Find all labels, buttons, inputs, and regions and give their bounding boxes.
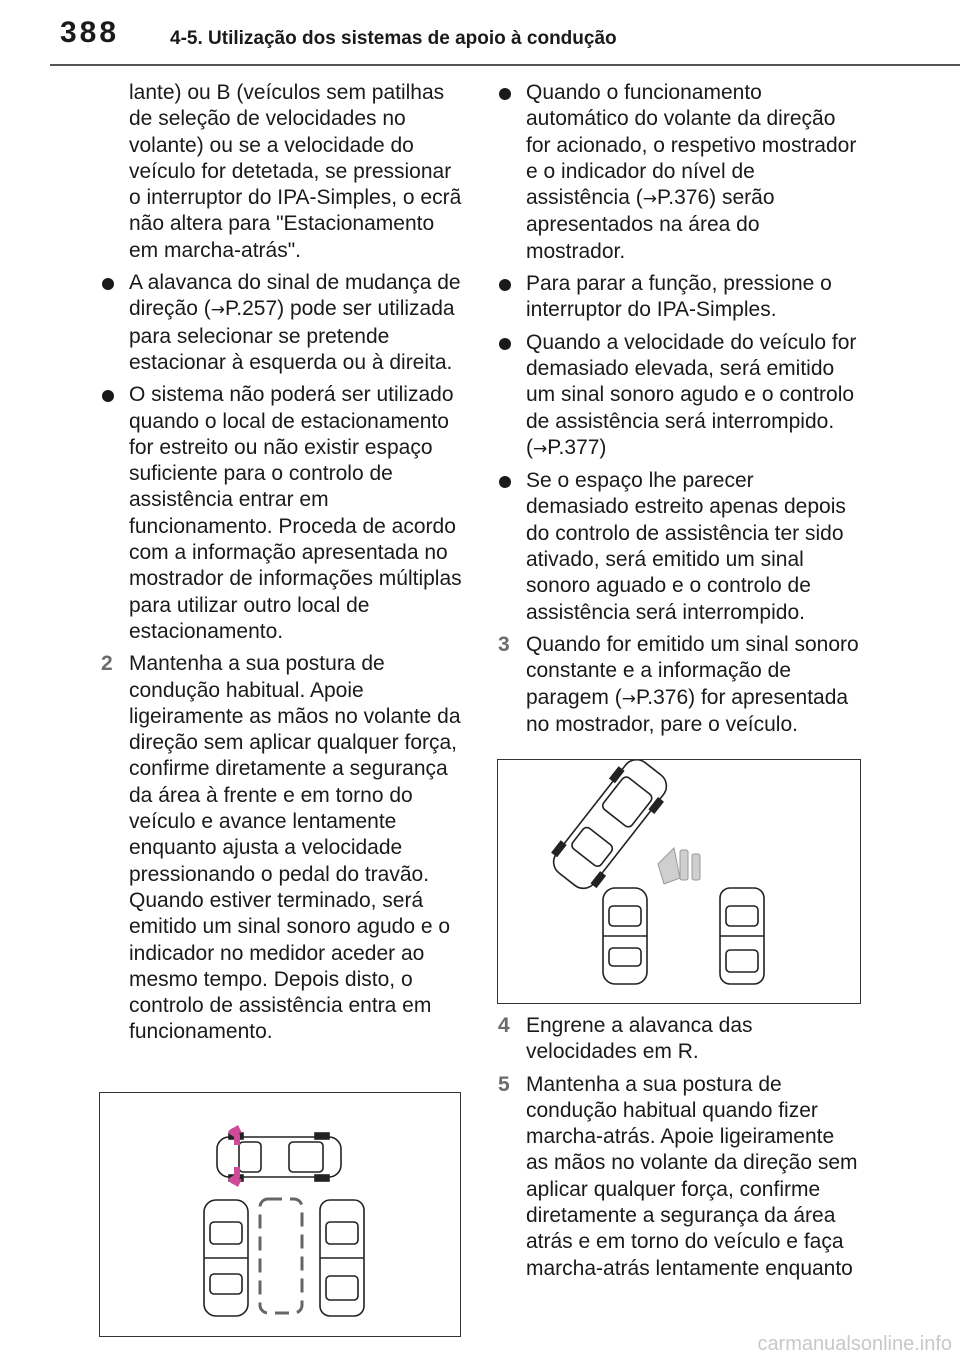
bullet-text: O sistema não poderá ser utilizado quando o local de estacionamento for estreito ou não existir espaço suficiente para o controlo de assistência entrar em funcionamento. Proceda de acordo com a informação apresentada no mostrador de informações múltiplas para utilizar outro local de estacionamento. (129, 383, 462, 643)
step-text: Quando for emitido um sinal sonoro constante e a informação de paragem ( (526, 632, 859, 709)
arrow-right-icon: → (533, 438, 548, 459)
page-number: 388 (60, 16, 120, 49)
step-text: Mantenha a sua postura de condução habitual. Apoie ligeiramente as mãos no volante da direção sem aplicar qualquer força, confirme diretamente a segurança da área à frente e em torno do veículo e avance lentamente enquanto ajusta a velocidade pressionando o pedal do travão. Quando estiver terminado, será emitido um sinal sonoro agudo e o indicador no medidor aceder ao mesmo tempo. Depois disto, o controlo de assistência entra em funcionamento. (129, 652, 461, 1044)
step-number: 4 (498, 1014, 510, 1037)
bullet-dot-icon (499, 476, 511, 488)
bullet-text: Quando o funcionamento automático do volante da direção for acionado, o respetivo mostrador e o indicador do nível de assistência ( (526, 81, 857, 210)
right-column (497, 80, 862, 744)
arrow-right-icon: → (621, 688, 636, 709)
figure-reverse-illustration (100, 1093, 462, 1338)
bullet-item (497, 271, 862, 324)
arrow-right-icon: → (642, 189, 657, 210)
bullet-text: A alavanca do sinal de mudança de direção ( (129, 271, 461, 321)
step-item-4 (497, 1013, 862, 1066)
bullet-dot-icon (499, 88, 511, 100)
page-reference[interactable]: →P.376 (621, 685, 689, 709)
arrow-right-icon: → (210, 300, 225, 321)
step-item-5 (497, 1072, 862, 1282)
bullet-dot-icon (499, 338, 511, 350)
bullet-item: Quando o funcionamento automático do volante da direção for acionado, o respetivo mostrador e o indicador do nível de assistência (→P.376) serão apresentados na área do mostrador. (497, 80, 862, 265)
left-column (100, 80, 465, 1052)
bullet-item (497, 468, 862, 626)
page-reference[interactable]: →P.376 (642, 186, 710, 210)
figure-forward-maneuver (497, 759, 861, 1004)
continuation-paragraph: lante) ou B (veículos sem patilhas de seleção de velocidades no volante) ou se a velocidade do veículo for detetada, se pressionar o interruptor do IPA-Simples, o ecrã não altera para "Estacionamento em marcha-atrás". (129, 81, 462, 262)
step-number: 5 (498, 1072, 510, 1096)
watermark: carmanualsonline.info (757, 1333, 952, 1355)
bullet-dot-icon (102, 278, 114, 290)
bullet-item (100, 382, 465, 645)
step-item-2 (100, 651, 465, 1045)
page-header (0, 0, 960, 68)
bullet-item: Quando a velocidade do veículo for demasiado elevada, será emitido um sinal sonoro agudo e o controlo de assistência será interrompido. (→P.377) (497, 330, 862, 462)
step-item-3: 3 Quando for emitido um sinal sonoro constante e a informação de paragem (→P.376) for apresentada no mostrador, pare o veículo. (498, 632, 859, 736)
step-number: 3 (498, 632, 510, 656)
bullet-text: Quando a velocidade do veículo for demasiado elevada, será emitido um sinal sonoro agudo e o controlo de assistência será interrompido. ( (526, 330, 857, 459)
page-reference[interactable]: →P.257 (210, 297, 278, 321)
car-icon (548, 760, 672, 894)
parking-slot-outline (260, 1199, 302, 1313)
figure-reverse-maneuver (99, 1092, 461, 1337)
bullet-item: A alavanca do sinal de mudança de direção (→P.257) pode ser utilizada para selecionar se pretende estacionar à esquerda ou à direita. (100, 270, 465, 376)
bullet-text: Para parar a função, pressione o interruptor do IPA-Simples. (526, 272, 832, 322)
page-reference[interactable]: →P.377 (533, 435, 600, 459)
right-column-lower (497, 1013, 862, 1288)
step-text: Mantenha a sua postura de condução habitual quando fizer marcha-atrás. Apoie ligeiramente as mãos no volante da direção sem aplicar qualquer força, confirme diretamente a segurança da área atrás e em torno do veículo e faça marcha-atrás lentamente enquanto (526, 1072, 858, 1280)
bullet-text: Se o espaço lhe parecer demasiado estreito apenas depois do controlo de assistência ter sido ativado, será emitido um sinal sonoro aguado e o controlo de assistência será interrompido. (526, 469, 846, 624)
bullet-dot-icon (499, 279, 511, 291)
header-divider (50, 64, 960, 66)
step-number: 2 (101, 652, 113, 676)
step-text: Engrene a alavanca das velocidades em R. (526, 1014, 753, 1064)
section-title: 4-5. Utilização dos sistemas de apoio à condução (170, 28, 617, 49)
bullet-dot-icon (102, 390, 114, 402)
figure-forward-illustration (498, 760, 862, 1005)
